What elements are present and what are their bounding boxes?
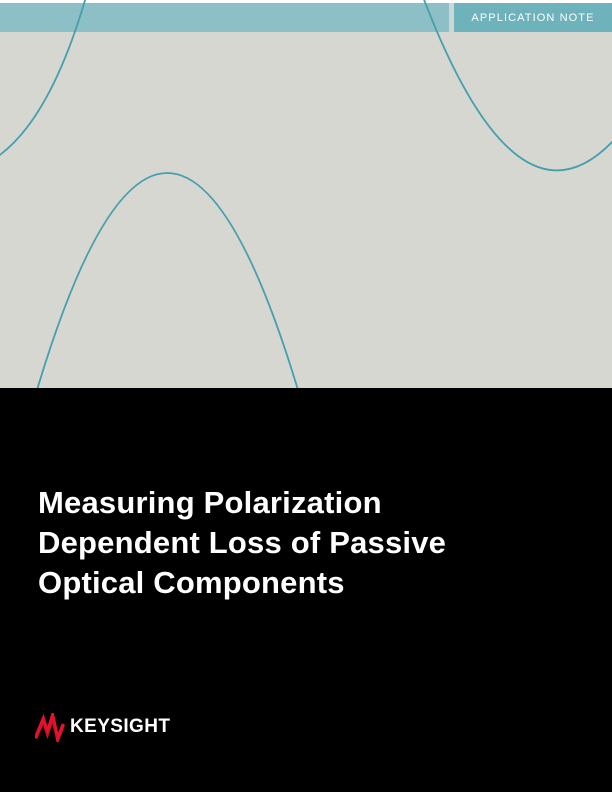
title-line-1: Measuring Polarization	[38, 484, 382, 520]
keysight-spark-icon	[35, 713, 66, 742]
page-title	[38, 483, 578, 603]
application-note-badge	[454, 3, 612, 32]
application-note-label: APPLICATION NOTE	[471, 11, 595, 24]
title-line-2: Dependent Loss of Passive	[38, 524, 447, 560]
hero-art-area	[0, 32, 612, 388]
keysight-wordmark: KEYSIGHT	[70, 716, 171, 737]
title-line-3: Optical Components	[38, 564, 345, 600]
keysight-logo	[35, 711, 170, 743]
header-bar	[0, 3, 449, 32]
